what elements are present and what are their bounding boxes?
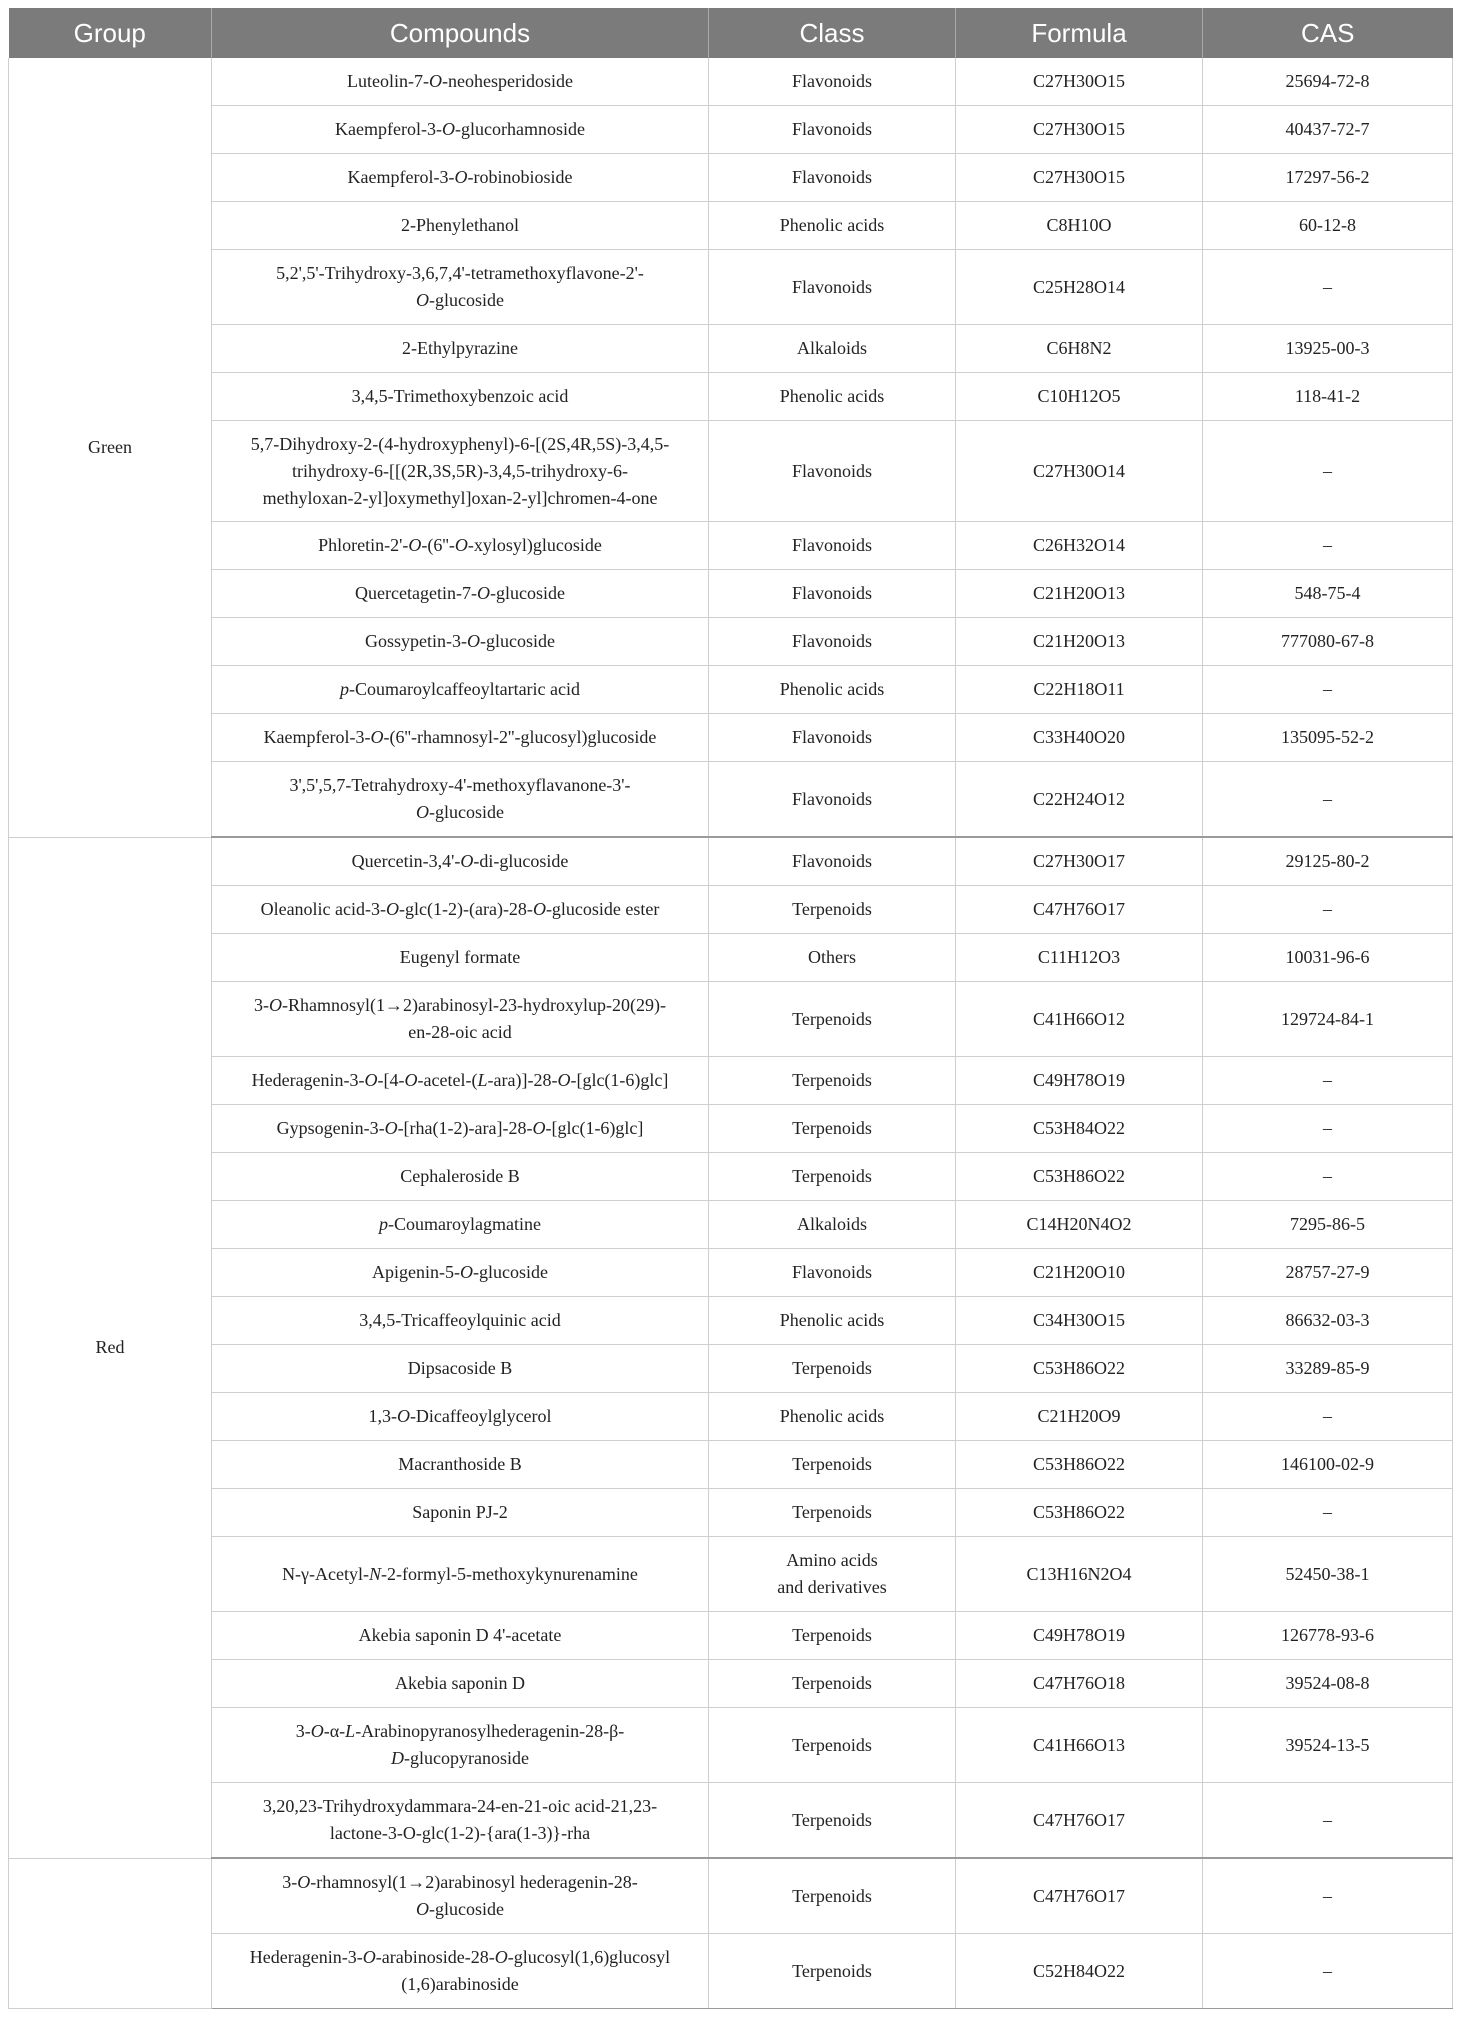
class-cell: Flavonoids: [709, 762, 956, 838]
class-cell: Flavonoids: [709, 250, 956, 325]
compound-cell: Oleanolic acid-3-O-glc(1-2)-(ara)-28-O-glucoside ester: [212, 886, 709, 934]
cas-cell: 28757-27-9: [1203, 1249, 1453, 1297]
formula-cell: C41H66O12: [956, 982, 1203, 1057]
compound-cell: 1,3-O-Dicaffeoylglycerol: [212, 1393, 709, 1441]
cas-cell: –: [1203, 666, 1453, 714]
table-row: [9, 618, 1453, 666]
class-cell: Alkaloids: [709, 1201, 956, 1249]
compound-cell: Akebia saponin D: [212, 1660, 709, 1708]
table-row: [9, 1057, 1453, 1105]
compound-cell: N-γ-Acetyl-N-2-formyl-5-methoxykynurenamine: [212, 1537, 709, 1612]
cas-cell: 7295-86-5: [1203, 1201, 1453, 1249]
compound-cell: p-Coumaroylcaffeoyltartaric acid: [212, 666, 709, 714]
cas-cell: 25694-72-8: [1203, 58, 1453, 106]
compound-cell: 3-O-α-L-Arabinopyranosylhederagenin-28-β- D-glucopyranoside: [212, 1708, 709, 1783]
class-cell: Flavonoids: [709, 106, 956, 154]
compound-cell: Quercetin-3,4'-O-di-glucoside: [212, 837, 709, 886]
formula-cell: C27H30O17: [956, 837, 1203, 886]
cas-cell: 13925-00-3: [1203, 325, 1453, 373]
cas-cell: 10031-96-6: [1203, 934, 1453, 982]
group-cell: Green: [9, 58, 212, 837]
compound-cell: Quercetagetin-7-O-glucoside: [212, 570, 709, 618]
compound-cell: Gypsogenin-3-O-[rha(1-2)-ara]-28-O-[glc(1-6)glc]: [212, 1105, 709, 1153]
class-cell: Others: [709, 934, 956, 982]
table-row: [9, 1858, 1453, 1934]
class-cell: Terpenoids: [709, 1783, 956, 1859]
cas-cell: 29125-80-2: [1203, 837, 1453, 886]
compound-cell: 2-Ethylpyrazine: [212, 325, 709, 373]
class-cell: Phenolic acids: [709, 202, 956, 250]
formula-cell: C22H24O12: [956, 762, 1203, 838]
table-row: [9, 886, 1453, 934]
compound-cell: Dipsacoside B: [212, 1345, 709, 1393]
formula-cell: C34H30O15: [956, 1297, 1203, 1345]
cas-cell: 60-12-8: [1203, 202, 1453, 250]
formula-cell: C21H20O13: [956, 570, 1203, 618]
class-cell: Flavonoids: [709, 837, 956, 886]
formula-cell: C47H76O17: [956, 1783, 1203, 1859]
table-row: [9, 982, 1453, 1057]
cas-cell: 146100-02-9: [1203, 1441, 1453, 1489]
compound-cell: Apigenin-5-O-glucoside: [212, 1249, 709, 1297]
cas-cell: –: [1203, 1057, 1453, 1105]
cas-cell: –: [1203, 762, 1453, 838]
table-body: [9, 58, 1453, 2009]
compound-cell: Saponin PJ-2: [212, 1489, 709, 1537]
formula-cell: C49H78O19: [956, 1612, 1203, 1660]
cas-cell: 777080-67-8: [1203, 618, 1453, 666]
class-cell: Terpenoids: [709, 1708, 956, 1783]
formula-cell: C47H76O17: [956, 886, 1203, 934]
cas-cell: 135095-52-2: [1203, 714, 1453, 762]
cas-cell: –: [1203, 1858, 1453, 1934]
table-row: [9, 1297, 1453, 1345]
class-cell: Flavonoids: [709, 421, 956, 522]
compound-cell: Kaempferol-3-O-(6''-rhamnosyl-2''-glucosyl)glucoside: [212, 714, 709, 762]
header-formula: Formula: [956, 8, 1203, 58]
table-row: [9, 837, 1453, 886]
compound-cell: Hederagenin-3-O-arabinoside-28-O-glucosyl(1,6)glucosyl (1,6)arabinoside: [212, 1934, 709, 2009]
header-compounds: Compounds: [212, 8, 709, 58]
cas-cell: –: [1203, 1393, 1453, 1441]
formula-cell: C53H86O22: [956, 1345, 1203, 1393]
formula-cell: C27H30O15: [956, 58, 1203, 106]
class-cell: Flavonoids: [709, 522, 956, 570]
formula-cell: C25H28O14: [956, 250, 1203, 325]
formula-cell: C11H12O3: [956, 934, 1203, 982]
group-cell: [9, 1858, 212, 2009]
formula-cell: C13H16N2O4: [956, 1537, 1203, 1612]
cas-cell: –: [1203, 1934, 1453, 2009]
table-row: [9, 1934, 1453, 2009]
class-cell: Terpenoids: [709, 1105, 956, 1153]
formula-cell: C27H30O15: [956, 154, 1203, 202]
class-cell: Flavonoids: [709, 618, 956, 666]
cas-cell: –: [1203, 250, 1453, 325]
table-row: [9, 762, 1453, 838]
table-row: [9, 1153, 1453, 1201]
compound-cell: Gossypetin-3-O-glucoside: [212, 618, 709, 666]
class-cell: Terpenoids: [709, 1660, 956, 1708]
formula-cell: C33H40O20: [956, 714, 1203, 762]
formula-cell: C53H86O22: [956, 1441, 1203, 1489]
table-row: [9, 1249, 1453, 1297]
compound-cell: Kaempferol-3-O-robinobioside: [212, 154, 709, 202]
formula-cell: C22H18O11: [956, 666, 1203, 714]
table-row: [9, 1105, 1453, 1153]
table-row: [9, 202, 1453, 250]
table-row: [9, 1660, 1453, 1708]
header-group: Group: [9, 8, 212, 58]
class-cell: Terpenoids: [709, 1934, 956, 2009]
class-cell: Phenolic acids: [709, 373, 956, 421]
table-row: [9, 58, 1453, 106]
compound-table-container: [8, 8, 1452, 2009]
compound-cell: 5,2',5'-Trihydroxy-3,6,7,4'-tetramethoxyflavone-2'- O-glucoside: [212, 250, 709, 325]
header-cas: CAS: [1203, 8, 1453, 58]
table-row: [9, 1783, 1453, 1859]
table-row: [9, 1489, 1453, 1537]
class-cell: Terpenoids: [709, 1489, 956, 1537]
formula-cell: C21H20O10: [956, 1249, 1203, 1297]
formula-cell: C53H86O22: [956, 1489, 1203, 1537]
cas-cell: 86632-03-3: [1203, 1297, 1453, 1345]
compound-cell: Phloretin-2'-O-(6''-O-xylosyl)glucoside: [212, 522, 709, 570]
header-row: [9, 8, 1453, 58]
table-row: [9, 714, 1453, 762]
class-cell: Terpenoids: [709, 1345, 956, 1393]
class-cell: Terpenoids: [709, 1057, 956, 1105]
class-cell: Alkaloids: [709, 325, 956, 373]
table-row: [9, 373, 1453, 421]
table-row: [9, 421, 1453, 522]
table-row: [9, 325, 1453, 373]
class-cell: Phenolic acids: [709, 666, 956, 714]
formula-cell: C6H8N2: [956, 325, 1203, 373]
class-cell: Flavonoids: [709, 58, 956, 106]
table-row: [9, 1345, 1453, 1393]
cas-cell: 129724-84-1: [1203, 982, 1453, 1057]
table-row: [9, 250, 1453, 325]
cas-cell: 126778-93-6: [1203, 1612, 1453, 1660]
formula-cell: C47H76O18: [956, 1660, 1203, 1708]
cas-cell: –: [1203, 1489, 1453, 1537]
compound-cell: 3-O-rhamnosyl(1→2)arabinosyl hederagenin-28- O-glucoside: [212, 1858, 709, 1934]
class-cell: Terpenoids: [709, 1858, 956, 1934]
class-cell: Flavonoids: [709, 714, 956, 762]
formula-cell: C53H86O22: [956, 1153, 1203, 1201]
table-row: [9, 154, 1453, 202]
compound-cell: 3,4,5-Trimethoxybenzoic acid: [212, 373, 709, 421]
cas-cell: –: [1203, 1153, 1453, 1201]
formula-cell: C26H32O14: [956, 522, 1203, 570]
header-class: Class: [709, 8, 956, 58]
formula-cell: C21H20O13: [956, 618, 1203, 666]
cas-cell: 118-41-2: [1203, 373, 1453, 421]
class-cell: Phenolic acids: [709, 1297, 956, 1345]
table-row: [9, 666, 1453, 714]
compound-cell: Luteolin-7-O-neohesperidoside: [212, 58, 709, 106]
cas-cell: 39524-08-8: [1203, 1660, 1453, 1708]
class-cell: Phenolic acids: [709, 1393, 956, 1441]
cas-cell: –: [1203, 522, 1453, 570]
compound-cell: Hederagenin-3-O-[4-O-acetel-(L-ara)]-28-O-[glc(1-6)glc]: [212, 1057, 709, 1105]
cas-cell: –: [1203, 886, 1453, 934]
formula-cell: C27H30O15: [956, 106, 1203, 154]
compound-cell: 3,4,5-Tricaffeoylquinic acid: [212, 1297, 709, 1345]
compound-cell: Akebia saponin D 4'-acetate: [212, 1612, 709, 1660]
table-row: [9, 570, 1453, 618]
formula-cell: C8H10O: [956, 202, 1203, 250]
table-row: [9, 1393, 1453, 1441]
class-cell: Flavonoids: [709, 570, 956, 618]
cas-cell: –: [1203, 1105, 1453, 1153]
cas-cell: –: [1203, 421, 1453, 522]
class-cell: Terpenoids: [709, 1441, 956, 1489]
formula-cell: C49H78O19: [956, 1057, 1203, 1105]
compound-cell: 3',5',5,7-Tetrahydroxy-4'-methoxyflavanone-3'- O-glucoside: [212, 762, 709, 838]
cas-cell: 33289-85-9: [1203, 1345, 1453, 1393]
compound-cell: 3-O-Rhamnosyl(1→2)arabinosyl-23-hydroxylup-20(29)- en-28-oic acid: [212, 982, 709, 1057]
class-cell: Flavonoids: [709, 1249, 956, 1297]
class-cell: Terpenoids: [709, 1153, 956, 1201]
class-cell: Amino acids and derivatives: [709, 1537, 956, 1612]
formula-cell: C10H12O5: [956, 373, 1203, 421]
compound-cell: 5,7-Dihydroxy-2-(4-hydroxyphenyl)-6-[(2S,4R,5S)-3,4,5- trihydroxy-6-[[(2R,3S,5R)-3,4,5-trihydroxy-6- methyloxan-2-yl]oxymethyl]oxan-2-yl]chromen-4-one: [212, 421, 709, 522]
compound-cell: Eugenyl formate: [212, 934, 709, 982]
cas-cell: 548-75-4: [1203, 570, 1453, 618]
compound-cell: 2-Phenylethanol: [212, 202, 709, 250]
table-row: [9, 1441, 1453, 1489]
class-cell: Flavonoids: [709, 154, 956, 202]
table-row: [9, 1537, 1453, 1612]
cas-cell: 40437-72-7: [1203, 106, 1453, 154]
cas-cell: 52450-38-1: [1203, 1537, 1453, 1612]
compound-table: [8, 8, 1453, 2009]
formula-cell: C27H30O14: [956, 421, 1203, 522]
cas-cell: –: [1203, 1783, 1453, 1859]
formula-cell: C52H84O22: [956, 1934, 1203, 2009]
table-header: [9, 8, 1453, 58]
compound-cell: Macranthoside B: [212, 1441, 709, 1489]
cas-cell: 17297-56-2: [1203, 154, 1453, 202]
table-row: [9, 522, 1453, 570]
table-row: [9, 1708, 1453, 1783]
class-cell: Terpenoids: [709, 982, 956, 1057]
formula-cell: C41H66O13: [956, 1708, 1203, 1783]
compound-cell: Cephaleroside B: [212, 1153, 709, 1201]
table-row: [9, 1201, 1453, 1249]
formula-cell: C53H84O22: [956, 1105, 1203, 1153]
class-cell: Terpenoids: [709, 886, 956, 934]
table-row: [9, 1612, 1453, 1660]
table-row: [9, 934, 1453, 982]
table-row: [9, 106, 1453, 154]
compound-cell: p-Coumaroylagmatine: [212, 1201, 709, 1249]
formula-cell: C21H20O9: [956, 1393, 1203, 1441]
compound-cell: 3,20,23-Trihydroxydammara-24-en-21-oic acid-21,23- lactone-3-O-glc(1-2)-{ara(1-3)}-rha: [212, 1783, 709, 1859]
group-cell: Red: [9, 837, 212, 1858]
cas-cell: 39524-13-5: [1203, 1708, 1453, 1783]
class-cell: Terpenoids: [709, 1612, 956, 1660]
formula-cell: C47H76O17: [956, 1858, 1203, 1934]
formula-cell: C14H20N4O2: [956, 1201, 1203, 1249]
compound-cell: Kaempferol-3-O-glucorhamnoside: [212, 106, 709, 154]
